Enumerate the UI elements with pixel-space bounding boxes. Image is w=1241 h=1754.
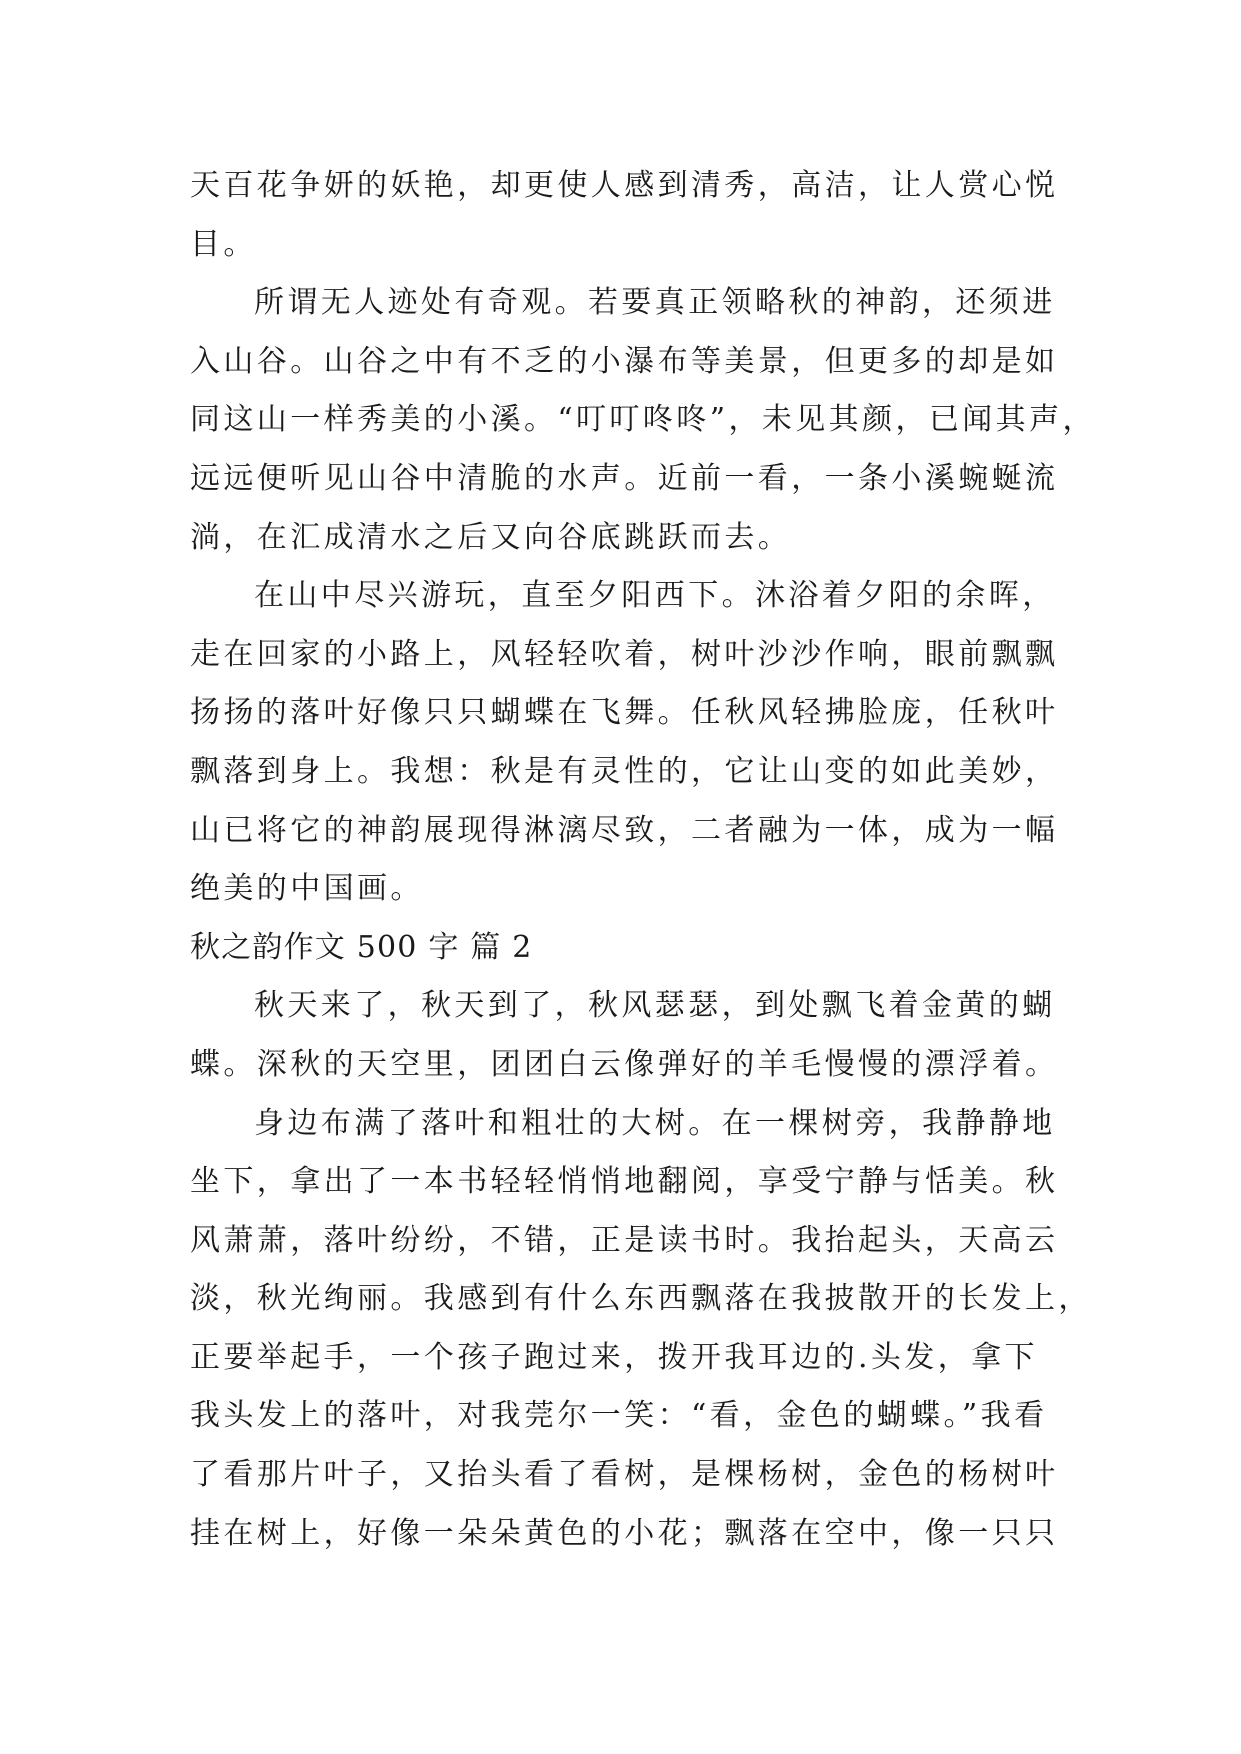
text-line: 目。 [190,226,257,262]
text-line: 坐下，拿出了一本书轻轻悄悄地翻阅，享受宁静与恬美。秋 [190,1164,1059,1200]
text-line: 了看那片叶子，又抬头看了看树，是棵杨树，金色的杨树叶 [190,1457,1059,1493]
text-line: 挂在树上，好像一朵朵黄色的小花；飘落在空中，像一只只 [190,1515,1059,1551]
text-line: 同这山一样秀美的小溪。“叮叮咚咚”，未见其颜，已闻其声， [190,402,1096,438]
document-body [190,157,1096,1563]
text-line: 淌，在汇成清水之后又向谷底跳跃而去。 [190,519,792,555]
text-line: 入山谷。山谷之中有不乏的小瀑布等美景，但更多的却是如 [190,343,1059,379]
text-line: 走在回家的小路上，风轻轻吹着，树叶沙沙作响，眼前飘飘 [190,636,1059,672]
text-line: 绝美的中国画。 [190,871,424,907]
paragraph-first-line: 秋天来了，秋天到了，秋风瑟瑟，到处飘飞着金黄的蝴 [254,988,1056,1024]
paragraph-first-line: 身边布满了落叶和粗壮的大树。在一棵树旁，我静静地 [254,1105,1056,1141]
text-line: 正要举起手，一个孩子跑过来，拨开我耳边的.头发，拿下 [190,1339,1038,1375]
text-line: 远远便听见山谷中清脆的水声。近前一看，一条小溪蜿蜒流 [190,460,1059,496]
text-line: 扬扬的落叶好像只只蝴蝶在飞舞。任秋风轻拂脸庞，任秋叶 [190,695,1059,731]
paragraph-first-line: 在山中尽兴游玩，直至夕阳西下。沐浴着夕阳的余晖， [254,578,1056,614]
text-line: 淡，秋光绚丽。我感到有什么东西飘落在我披散开的长发上， [190,1281,1092,1317]
text-line: 蝶。深秋的天空里，团团白云像弹好的羊毛慢慢的漂浮着。 [190,1046,1059,1082]
text-line: 飘落到身上。我想：秋是有灵性的，它让山变的如此美妙， [190,753,1059,789]
text-line: 风萧萧，落叶纷纷，不错，正是读书时。我抬起头，天高云 [190,1222,1059,1258]
text-line: 山已将它的神韵展现得淋漓尽致，二者融为一体，成为一幅 [190,812,1059,848]
text-line: 我头发上的落叶，对我莞尔一笑：“看，金色的蝴蝶。”我看 [190,1398,1048,1434]
section-heading: 秋之韵作文 500 字 篇 2 [190,929,533,965]
text-line: 天百花争妍的妖艳，却更使人感到清秀，高洁，让人赏心悦 [190,168,1059,203]
paragraph-first-line: 所谓无人迹处有奇观。若要真正领略秋的神韵，还须进 [254,285,1056,321]
